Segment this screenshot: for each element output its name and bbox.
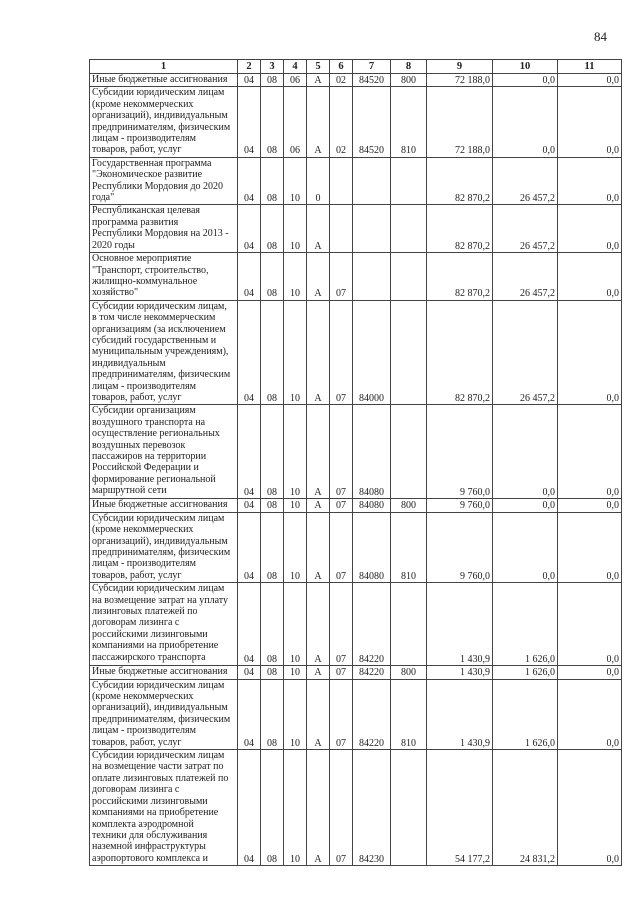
- row-name-line: предпринимателям, физическим: [92, 369, 231, 381]
- cell-amount-year3: 0,0: [558, 499, 622, 512]
- row-name-cell: [90, 750, 238, 866]
- cell-section: 04: [238, 74, 261, 87]
- column-header-2: 2: [238, 60, 261, 74]
- cell-amount-year1: 9 760,0: [427, 512, 493, 582]
- cell-direction: 84220: [353, 583, 391, 666]
- cell-amount-year1: 72 188,0: [427, 74, 493, 87]
- row-name-cell: [90, 499, 238, 512]
- row-name-line: "Транспорт, строительство,: [92, 264, 209, 276]
- row-name-line: Республики Мордовия на 2013 -: [92, 228, 229, 240]
- cell-program: 10: [284, 679, 307, 749]
- row-name-line: организаций), индивидуальным: [92, 110, 228, 122]
- row-name-line: организаций), индивидуальным: [92, 535, 228, 547]
- cell-amount-year3: 0,0: [558, 405, 622, 499]
- cell-direction: [353, 205, 391, 253]
- cell-amount-year1: 54 177,2: [427, 750, 493, 866]
- row-name-line: товаров, работ, услуг: [92, 144, 182, 156]
- row-name-line: Субсидии юридическим лицам: [92, 512, 225, 524]
- row-name-line: хозяйство": [92, 287, 139, 299]
- row-name-line: организациям (за исключением: [92, 323, 226, 335]
- row-name-line: (кроме некоммерческих: [92, 98, 194, 110]
- cell-program: 06: [284, 74, 307, 87]
- column-header-8: 8: [391, 60, 427, 74]
- cell-expense-type: [391, 205, 427, 253]
- cell-section: 04: [238, 499, 261, 512]
- row-name-line: пассажиров на территории: [92, 451, 207, 462]
- cell-direction: 84080: [353, 512, 391, 582]
- cell-amount-year1: 9 760,0: [427, 405, 493, 499]
- cell-subsection: 08: [261, 74, 284, 87]
- cell-direction: 84230: [353, 750, 391, 866]
- row-name-line: 2020 годы: [92, 239, 135, 251]
- cell-section: 04: [238, 87, 261, 157]
- table-row: [90, 679, 622, 749]
- cell-amount-year1: 9 760,0: [427, 499, 493, 512]
- cell-amount-year3: 0,0: [558, 679, 622, 749]
- cell-program: 10: [284, 750, 307, 866]
- cell-amount-year2: 26 457,2: [493, 300, 558, 405]
- column-header-5: 5: [307, 60, 330, 74]
- column-header-1: 1: [90, 60, 238, 74]
- cell-subsection: 08: [261, 512, 284, 582]
- cell-direction: 84520: [353, 74, 391, 87]
- cell-expense-type: [391, 157, 427, 205]
- cell-program: 10: [284, 499, 307, 512]
- row-name-line: организаций), индивидуальным: [92, 702, 228, 714]
- cell-section: 04: [238, 157, 261, 205]
- cell-subsection: 08: [261, 205, 284, 253]
- row-name-line: формирование региональной: [92, 473, 216, 485]
- cell-section: 04: [238, 253, 261, 301]
- cell-expense-type: [391, 583, 427, 666]
- cell-amount-year1: 1 430,9: [427, 666, 493, 679]
- cell-amount-year1: 82 870,2: [427, 253, 493, 301]
- cell-program: 06: [284, 87, 307, 157]
- cell-expense-type: [391, 253, 427, 301]
- row-name-line: "Экономическое развитие: [92, 169, 203, 181]
- cell-amount-year2: 1 626,0: [493, 679, 558, 749]
- cell-direction: 84080: [353, 405, 391, 499]
- cell-expense-type: [391, 300, 427, 405]
- column-header-9: 9: [427, 60, 493, 74]
- row-name-line: Республики Мордовия до 2020: [92, 180, 224, 192]
- cell-direction: [353, 157, 391, 205]
- cell-amount-year2: 0,0: [493, 74, 558, 87]
- row-name-line: (кроме некоммерческих: [92, 691, 194, 703]
- row-name-line: Субсидии юридическим лицам: [92, 750, 225, 762]
- row-name-line: на возмещение части затрат по: [92, 761, 224, 773]
- cell-subsection: 08: [261, 679, 284, 749]
- cell-measure: 07: [330, 512, 353, 582]
- cell-expense-type: 800: [391, 74, 427, 87]
- row-name-line: жилищно-коммунальное: [92, 275, 198, 287]
- cell-program: 10: [284, 405, 307, 499]
- cell-amount-year3: 0,0: [558, 87, 622, 157]
- cell-subsection: 08: [261, 87, 284, 157]
- row-name-line: оплате лизинговых платежей по: [92, 772, 229, 784]
- cell-amount-year3: 0,0: [558, 205, 622, 253]
- cell-measure: 07: [330, 679, 353, 749]
- row-name-cell: [90, 583, 238, 666]
- cell-subsection: 08: [261, 750, 284, 866]
- row-name-line: российскими лизинговыми: [92, 795, 208, 807]
- cell-subprogram: А: [307, 405, 330, 499]
- column-header-6: 6: [330, 60, 353, 74]
- table-row: [90, 300, 622, 405]
- table-row: [90, 74, 622, 87]
- cell-measure: 07: [330, 583, 353, 666]
- row-name-line: Государственная программа: [92, 157, 212, 169]
- cell-subsection: 08: [261, 405, 284, 499]
- cell-amount-year2: 0,0: [493, 87, 558, 157]
- cell-amount-year2: 1 626,0: [493, 666, 558, 679]
- row-name-line: товаров, работ, услуг: [92, 569, 182, 581]
- cell-amount-year3: 0,0: [558, 666, 622, 679]
- cell-amount-year3: 0,0: [558, 253, 622, 301]
- table-row: [90, 157, 622, 205]
- row-name-line: воздушных перевозок: [92, 439, 186, 451]
- column-header-10: 10: [493, 60, 558, 74]
- cell-amount-year1: 1 430,9: [427, 583, 493, 666]
- cell-measure: 07: [330, 666, 353, 679]
- row-name-line: лицам - производителям: [92, 725, 196, 737]
- row-name-cell: [90, 253, 238, 301]
- row-name-line: Субсидии юридическим лицам: [92, 87, 225, 99]
- cell-subprogram: А: [307, 253, 330, 301]
- table-row: [90, 666, 622, 679]
- row-name-line: индивидуальным: [92, 357, 166, 369]
- row-name-line: лицам - производителям: [92, 380, 196, 392]
- cell-amount-year3: 0,0: [558, 512, 622, 582]
- cell-amount-year2: 26 457,2: [493, 253, 558, 301]
- cell-section: 04: [238, 583, 261, 666]
- cell-subprogram: А: [307, 750, 330, 866]
- cell-amount-year2: 0,0: [493, 499, 558, 512]
- row-name-line: компаниями на приобретение: [92, 640, 219, 652]
- row-name-line: товаров, работ, услуг: [92, 736, 182, 748]
- cell-program: 10: [284, 253, 307, 301]
- row-name-line: договорам лизинга с: [92, 617, 180, 629]
- column-header-4: 4: [284, 60, 307, 74]
- table-row: [90, 512, 622, 582]
- row-name-line: года": [92, 192, 115, 204]
- cell-section: 04: [238, 512, 261, 582]
- cell-subprogram: А: [307, 666, 330, 679]
- row-name-line: пассажирского транспорта: [92, 651, 206, 663]
- cell-subprogram: А: [307, 499, 330, 512]
- row-name-line: Субсидии юридическим лицам,: [92, 300, 227, 312]
- cell-program: 10: [284, 512, 307, 582]
- cell-amount-year3: 0,0: [558, 74, 622, 87]
- row-name-line: предпринимателям, физическим: [92, 121, 231, 133]
- cell-expense-type: 810: [391, 87, 427, 157]
- table-row: [90, 87, 622, 157]
- row-name-cell: [90, 300, 238, 405]
- row-name-line: Иные бюджетные ассигнования: [92, 74, 228, 85]
- row-name-cell: [90, 87, 238, 157]
- table-row: [90, 499, 622, 512]
- row-name-line: маршрутной сети: [92, 485, 167, 497]
- row-name-cell: [90, 666, 238, 679]
- cell-subprogram: А: [307, 300, 330, 405]
- row-name-line: комплекта аэродромной: [92, 818, 194, 830]
- row-name-line: на возмещение затрат на уплату: [92, 594, 229, 606]
- cell-section: 04: [238, 205, 261, 253]
- row-name-line: субсидий государственным и: [92, 334, 217, 346]
- row-name-line: программа развития: [92, 216, 179, 228]
- cell-amount-year3: 0,0: [558, 750, 622, 866]
- cell-subsection: 08: [261, 666, 284, 679]
- cell-expense-type: 800: [391, 666, 427, 679]
- table-row: [90, 253, 622, 301]
- cell-subsection: 08: [261, 253, 284, 301]
- cell-subprogram: А: [307, 679, 330, 749]
- row-name-cell: [90, 405, 238, 499]
- row-name-line: договорам лизинга с: [92, 784, 180, 796]
- cell-program: 10: [284, 205, 307, 253]
- cell-measure: 07: [330, 253, 353, 301]
- cell-subprogram: 0: [307, 157, 330, 205]
- row-name-line: товаров, работ, услуг: [92, 391, 182, 403]
- row-name-line: (кроме некоммерческих: [92, 524, 194, 536]
- cell-subsection: 08: [261, 300, 284, 405]
- cell-amount-year3: 0,0: [558, 583, 622, 666]
- table-body: [90, 74, 622, 866]
- cell-section: 04: [238, 666, 261, 679]
- cell-subsection: 08: [261, 583, 284, 666]
- cell-subsection: 08: [261, 157, 284, 205]
- row-name-line: лизинговых платежей по: [92, 606, 198, 618]
- cell-amount-year2: 24 831,2: [493, 750, 558, 866]
- row-name-line: предпринимателям, физическим: [92, 713, 231, 725]
- cell-amount-year1: 82 870,2: [427, 300, 493, 405]
- row-name-line: лицам - производителям: [92, 133, 196, 145]
- row-name-line: лицам - производителям: [92, 558, 196, 570]
- row-name-cell: [90, 205, 238, 253]
- cell-expense-type: 810: [391, 512, 427, 582]
- cell-measure: [330, 157, 353, 205]
- cell-amount-year1: 1 430,9: [427, 679, 493, 749]
- cell-direction: 84000: [353, 300, 391, 405]
- row-name-line: в том числе некоммерческим: [92, 312, 216, 324]
- cell-subprogram: А: [307, 205, 330, 253]
- row-name-cell: [90, 74, 238, 87]
- cell-section: 04: [238, 300, 261, 405]
- cell-measure: 02: [330, 87, 353, 157]
- cell-measure: 02: [330, 74, 353, 87]
- cell-section: 04: [238, 405, 261, 499]
- row-name-cell: [90, 679, 238, 749]
- cell-expense-type: [391, 750, 427, 866]
- cell-subprogram: А: [307, 87, 330, 157]
- cell-measure: 07: [330, 300, 353, 405]
- cell-expense-type: [391, 405, 427, 499]
- cell-subsection: 08: [261, 499, 284, 512]
- cell-program: 10: [284, 583, 307, 666]
- cell-direction: [353, 253, 391, 301]
- cell-direction: 84520: [353, 87, 391, 157]
- cell-direction: 84220: [353, 679, 391, 749]
- row-name-line: осуществление региональных: [92, 428, 220, 440]
- row-name-line: предпринимателям, физическим: [92, 547, 231, 558]
- cell-section: 04: [238, 679, 261, 749]
- cell-amount-year1: 82 870,2: [427, 205, 493, 253]
- column-header-3: 3: [261, 60, 284, 74]
- row-name-line: компаниями на приобретение: [92, 807, 219, 819]
- row-name-line: воздушного транспорта на: [92, 416, 206, 428]
- row-name-line: техники для обслуживания: [92, 829, 208, 841]
- cell-direction: 84220: [353, 666, 391, 679]
- row-name-line: аэропортового комплекса и: [92, 852, 208, 864]
- page-number: 84: [594, 29, 607, 44]
- cell-program: 10: [284, 666, 307, 679]
- row-name-line: Республиканская целевая: [92, 205, 200, 217]
- cell-amount-year2: 0,0: [493, 405, 558, 499]
- column-header-row: [90, 60, 622, 74]
- cell-measure: 07: [330, 499, 353, 512]
- row-name-line: Основное мероприятие: [92, 253, 192, 265]
- cell-amount-year2: 26 457,2: [493, 205, 558, 253]
- cell-expense-type: 800: [391, 499, 427, 512]
- cell-program: 10: [284, 157, 307, 205]
- column-header-11: 11: [558, 60, 622, 74]
- table-row: [90, 205, 622, 253]
- table-row: [90, 405, 622, 499]
- cell-program: 10: [284, 300, 307, 405]
- budget-table: [89, 59, 622, 866]
- cell-direction: 84080: [353, 499, 391, 512]
- row-name-line: Субсидии юридическим лицам: [92, 583, 225, 595]
- cell-measure: 07: [330, 405, 353, 499]
- cell-section: 04: [238, 750, 261, 866]
- cell-amount-year2: 26 457,2: [493, 157, 558, 205]
- cell-subprogram: А: [307, 583, 330, 666]
- row-name-line: Иные бюджетные ассигнования: [92, 499, 228, 511]
- row-name-line: Субсидии юридическим лицам: [92, 679, 225, 691]
- row-name-line: Российской Федерации и: [92, 462, 199, 474]
- cell-subprogram: А: [307, 512, 330, 582]
- table-row: [90, 583, 622, 666]
- row-name-line: наземной инфраструктуры: [92, 841, 206, 853]
- row-name-line: Иные бюджетные ассигнования: [92, 666, 228, 678]
- row-name-cell: [90, 512, 238, 582]
- table-row: [90, 750, 622, 866]
- cell-measure: [330, 205, 353, 253]
- cell-amount-year1: 72 188,0: [427, 87, 493, 157]
- row-name-line: российскими лизинговыми: [92, 628, 208, 640]
- cell-measure: 07: [330, 750, 353, 866]
- row-name-line: муниципальным учреждениям),: [92, 346, 229, 358]
- column-header-7: 7: [353, 60, 391, 74]
- cell-amount-year3: 0,0: [558, 157, 622, 205]
- row-name-cell: [90, 157, 238, 205]
- cell-expense-type: 810: [391, 679, 427, 749]
- cell-subprogram: А: [307, 74, 330, 87]
- cell-amount-year2: 0,0: [493, 512, 558, 582]
- row-name-line: Субсидии организациям: [92, 405, 196, 417]
- cell-amount-year2: 1 626,0: [493, 583, 558, 666]
- cell-amount-year1: 82 870,2: [427, 157, 493, 205]
- cell-amount-year3: 0,0: [558, 300, 622, 405]
